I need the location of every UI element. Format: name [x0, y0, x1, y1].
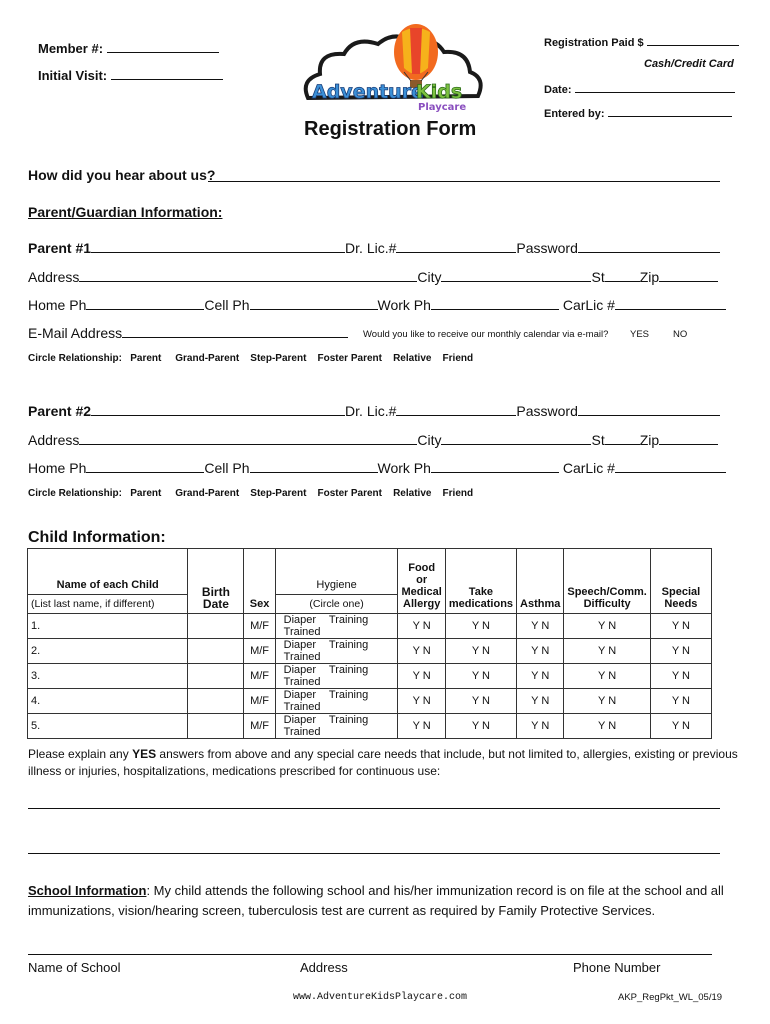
child-sex-cell[interactable]: M/F: [244, 614, 275, 639]
allergy-header-line2: Medical: [401, 586, 442, 598]
child-info-table: [27, 548, 712, 739]
parent1-drlic-label: Dr. Lic.#: [345, 240, 397, 256]
parent2-password-line[interactable]: [578, 403, 720, 416]
child-meds-cell[interactable]: Y N: [445, 614, 516, 639]
explain-rest: answers from above and any special care needs that include, but not limited to, allergies, existing or previous: [156, 747, 738, 761]
speech-header-line2: Difficulty: [583, 598, 631, 610]
child-row-number[interactable]: 1.: [28, 614, 188, 639]
child-row-number[interactable]: 5.: [28, 714, 188, 739]
footer-doc-code: AKP_RegPkt_WL_05/19: [618, 992, 723, 1003]
parent1-workph-label: Work Ph: [377, 297, 431, 313]
parent2-carlic-label: CarLic #: [562, 460, 615, 476]
table-row: [28, 714, 712, 739]
hear-about-label: How did you hear about us?: [28, 167, 216, 183]
col-hygiene-subheader: (Circle one): [275, 595, 398, 614]
initial-visit-line[interactable]: [111, 67, 223, 80]
child-birthdate-cell[interactable]: [188, 689, 244, 714]
explain-answer-line-2[interactable]: [28, 853, 720, 854]
school-phone-label: Phone Number: [573, 960, 661, 975]
school-name-label: Name of School: [28, 960, 121, 975]
allergy-header-line3: Allergy: [403, 598, 441, 610]
parent1-password-label: Password: [516, 240, 578, 256]
child-birthdate-cell[interactable]: [188, 714, 244, 739]
parent1-carlic-line[interactable]: [615, 297, 726, 310]
explain-yes-emphasis: YES: [132, 747, 157, 761]
parent2-zip-label: Zip: [639, 432, 660, 448]
parent2-address-row: [28, 432, 718, 448]
explain-answer-line-1[interactable]: [28, 808, 720, 809]
child-asthma-cell[interactable]: Y N: [517, 639, 564, 664]
child-birthdate-cell[interactable]: [188, 614, 244, 639]
child-birthdate-cell[interactable]: [188, 639, 244, 664]
parent1-email-row: [28, 325, 348, 341]
parent2-address-label: Address: [28, 432, 80, 448]
col-asthma-header: Asthma: [517, 549, 564, 614]
parent2-label: Parent #2: [28, 403, 92, 419]
registration-paid-label: Registration Paid $: [544, 37, 644, 49]
child-row-number[interactable]: 3.: [28, 664, 188, 689]
child-asthma-cell[interactable]: Y N: [517, 614, 564, 639]
parent1-st-label: St: [591, 269, 605, 285]
child-meds-cell[interactable]: Y N: [445, 664, 516, 689]
parent1-drlic-line[interactable]: [396, 240, 516, 253]
parent2-carlic-line[interactable]: [615, 460, 726, 473]
child-sex-cell[interactable]: M/F: [244, 639, 275, 664]
child-speech-cell[interactable]: Y N: [564, 689, 650, 714]
initial-visit-field[interactable]: [38, 67, 223, 83]
explain-prefix: Please explain any: [28, 747, 133, 761]
parent2-city-label: City: [417, 432, 442, 448]
parent1-workph-line[interactable]: [431, 297, 559, 310]
child-meds-cell[interactable]: Y N: [445, 689, 516, 714]
col-hygiene-header: Hygiene: [275, 549, 398, 595]
child-speech-cell[interactable]: Y N: [564, 639, 650, 664]
parent1-relationship-options[interactable]: Circle Relationship: Parent Grand-Parent Step-Parent Foster Parent Relative Friend: [28, 353, 474, 364]
parent1-carlic-label: CarLic #: [562, 297, 615, 313]
hear-about-line[interactable]: [208, 181, 720, 182]
child-sex-cell[interactable]: M/F: [244, 689, 275, 714]
meds-header-line1: Take: [468, 586, 494, 598]
child-birthdate-cell[interactable]: [188, 664, 244, 689]
child-asthma-cell[interactable]: Y N: [517, 664, 564, 689]
child-meds-cell[interactable]: Y N: [445, 639, 516, 664]
child-row-number[interactable]: 4.: [28, 689, 188, 714]
child-meds-cell[interactable]: Y N: [445, 714, 516, 739]
calendar-no-option[interactable]: NO: [673, 329, 688, 340]
parent2-st-label: St: [591, 432, 605, 448]
school-info-title: School Information: [28, 883, 147, 898]
parent2-homeph-label: Home Ph: [28, 460, 87, 476]
parent2-cellph-line[interactable]: [250, 460, 378, 473]
child-speech-cell[interactable]: Y N: [564, 614, 650, 639]
child-hygiene-cell[interactable]: Diaper Training Trained: [275, 614, 398, 639]
parent2-city-line[interactable]: [441, 432, 591, 445]
parent1-name-line[interactable]: [91, 240, 345, 253]
child-row-number[interactable]: 2.: [28, 639, 188, 664]
member-label: Member #:: [38, 41, 104, 56]
parent2-drlic-label: Dr. Lic.#: [345, 403, 397, 419]
speech-header-line1: Speech/Comm.: [567, 586, 647, 598]
table-row: [28, 614, 712, 639]
child-hygiene-cell[interactable]: Diaper Training Trained: [275, 714, 398, 739]
col-speech-header: [564, 549, 650, 614]
parent2-name-line[interactable]: [91, 403, 345, 416]
col-name-header: Name of each Child: [28, 549, 188, 595]
initial-visit-label: Initial Visit:: [38, 68, 108, 83]
school-info-line1: [28, 883, 724, 898]
school-info-text1: : My child attends the following school and his/her immunization record is on file at the school and all: [146, 883, 724, 898]
parent1-name-row: [28, 240, 720, 256]
parent2-address-line[interactable]: [79, 432, 417, 445]
parent2-relationship-options[interactable]: Circle Relationship: Parent Grand-Parent Step-Parent Foster Parent Relative Friend: [28, 488, 474, 499]
registration-paid-field[interactable]: [544, 35, 739, 49]
explain-instructions-line2: illness or injuries, hospitalizations, medications prescribed for continuous use:: [28, 764, 441, 778]
child-table-header: [28, 549, 712, 595]
date-label: Date:: [544, 84, 572, 96]
table-row: [28, 664, 712, 689]
col-allergy-header: [398, 549, 445, 614]
parent1-cellph-line[interactable]: [250, 297, 378, 310]
child-allergy-cell[interactable]: Y N: [398, 639, 445, 664]
member-number-field[interactable]: [38, 40, 219, 56]
child-hygiene-cell[interactable]: Diaper Training Trained: [275, 639, 398, 664]
child-info-title: Child Information:: [28, 529, 166, 546]
special-header-line1: Special: [661, 586, 701, 598]
child-sex-cell[interactable]: M/F: [244, 664, 275, 689]
col-medications-header: [445, 549, 516, 614]
parent1-address-label: Address: [28, 269, 80, 285]
col-special-needs-header: [650, 549, 711, 614]
table-row: [28, 639, 712, 664]
entered-by-line[interactable]: [608, 106, 732, 117]
col-sex-header: Sex: [244, 549, 275, 614]
school-address-label: Address: [300, 960, 348, 975]
parent2-zip-line[interactable]: [659, 432, 718, 445]
child-special-cell[interactable]: Y N: [650, 614, 711, 639]
parent2-password-label: Password: [516, 403, 578, 419]
col-birthdate-header: Birth Date: [188, 549, 244, 614]
entered-by-label: Entered by:: [544, 108, 605, 120]
calendar-yes-option[interactable]: YES: [630, 329, 650, 340]
adventure-kids-logo: [298, 18, 488, 114]
parent1-city-label: City: [417, 269, 442, 285]
child-asthma-cell[interactable]: Y N: [517, 714, 564, 739]
registration-paid-line[interactable]: [647, 35, 739, 46]
parent1-zip-label: Zip: [639, 269, 660, 285]
child-allergy-cell[interactable]: Y N: [398, 714, 445, 739]
child-allergy-cell[interactable]: Y N: [398, 664, 445, 689]
parent1-homeph-line[interactable]: [86, 297, 204, 310]
child-sex-cell[interactable]: M/F: [244, 714, 275, 739]
parent2-workph-line[interactable]: [431, 460, 559, 473]
date-field[interactable]: [544, 82, 735, 96]
member-number-line[interactable]: [107, 40, 219, 53]
child-special-cell[interactable]: Y N: [650, 714, 711, 739]
school-details-line[interactable]: [28, 954, 712, 955]
child-special-cell[interactable]: Y N: [650, 639, 711, 664]
allergy-header-line1: Food or: [408, 562, 436, 586]
logo-word-adventure: Adventure: [312, 81, 424, 103]
parent2-workph-label: Work Ph: [377, 460, 431, 476]
parent2-name-row: [28, 403, 720, 419]
parent2-cellph-label: Cell Ph: [204, 460, 250, 476]
parent2-phone-row: [28, 460, 726, 476]
child-asthma-cell[interactable]: Y N: [517, 689, 564, 714]
date-line[interactable]: [575, 82, 735, 93]
child-special-cell[interactable]: Y N: [650, 689, 711, 714]
school-info-line2: immunizations, vision/hearing screen, tuberculosis test are current as required by Family Protective Services.: [28, 903, 656, 918]
child-hygiene-cell[interactable]: Diaper Training Trained: [275, 689, 398, 714]
child-speech-cell[interactable]: Y N: [564, 714, 650, 739]
child-allergy-cell[interactable]: Y N: [398, 614, 445, 639]
parent-section-title: Parent/Guardian Information:: [28, 204, 223, 220]
parent1-city-line[interactable]: [441, 269, 591, 282]
special-header-line2: Needs: [664, 598, 698, 610]
parent1-email-label: E-Mail Address: [28, 325, 123, 341]
page-title: Registration Form: [304, 118, 477, 140]
parent1-address-line[interactable]: [79, 269, 417, 282]
explain-instructions-line1: [28, 747, 738, 761]
meds-header-line2: medications: [448, 598, 514, 610]
parent1-homeph-label: Home Ph: [28, 297, 87, 313]
child-speech-cell[interactable]: Y N: [564, 664, 650, 689]
parent2-homeph-line[interactable]: [86, 460, 204, 473]
parent1-label: Parent #1: [28, 240, 92, 256]
parent1-cellph-label: Cell Ph: [204, 297, 250, 313]
parent1-password-line[interactable]: [578, 240, 720, 253]
footer-website: www.AdventureKidsPlaycare.com: [293, 992, 468, 1003]
logo-word-kids: Kids: [416, 81, 463, 103]
parent1-st-line[interactable]: [605, 269, 640, 282]
col-name-subheader: (List last name, if different): [28, 595, 188, 614]
parent1-phone-row: [28, 297, 726, 313]
parent1-address-row: [28, 269, 718, 285]
logo-word-playcare: Playcare: [418, 102, 467, 113]
entered-by-field[interactable]: [544, 106, 732, 120]
parent1-zip-line[interactable]: [659, 269, 718, 282]
calendar-question: Would you like to receive our monthly calendar via e-mail?: [363, 329, 609, 340]
child-allergy-cell[interactable]: Y N: [398, 689, 445, 714]
cash-credit-label: Cash/Credit Card: [644, 58, 734, 70]
parent1-email-line[interactable]: [122, 325, 348, 338]
parent2-st-line[interactable]: [605, 432, 640, 445]
child-special-cell[interactable]: Y N: [650, 664, 711, 689]
parent2-drlic-line[interactable]: [396, 403, 516, 416]
table-row: [28, 689, 712, 714]
child-hygiene-cell[interactable]: Diaper Training Trained: [275, 664, 398, 689]
